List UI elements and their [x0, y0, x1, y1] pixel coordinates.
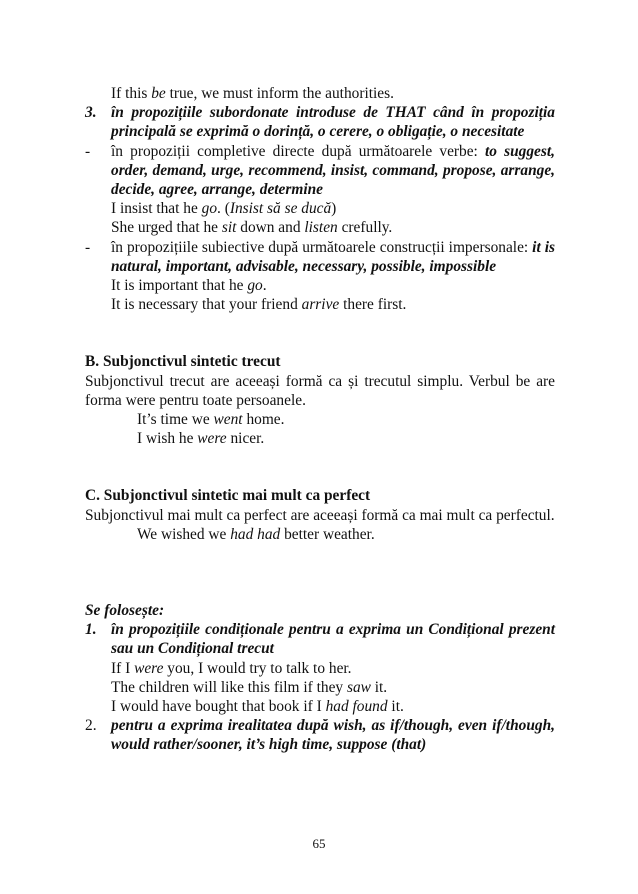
- list-item-text: în propozițiile condiționale pentru a exprima un Condițional prezent sau un Condițional trecut: [111, 621, 555, 658]
- example-sentence: If this be true, we must inform the authorities.: [111, 85, 394, 102]
- example-sentence: I insist that he go. (Insist să se ducă): [111, 200, 337, 218]
- list-item-text: în propozițiile subordonate introduse de THAT când în propoziția principală se exprimă o dorință, o cerere, o obligație, o necesitate: [111, 104, 555, 141]
- dash-item-text: în propozițiile subiective după următoarele construcții impersonale: it is natural, important, advisable, necessary, possible, impossible: [111, 238, 555, 275]
- example-sentence: It is important that he go.: [111, 277, 267, 295]
- page-content: [85, 84, 555, 755]
- list-item-text: pentru a exprima irealitatea după wish, as if/though, even if/though, would rather/sooner, it’s high time, suppose (that): [111, 717, 555, 754]
- example-sentence: It is necessary that your friend arrive there first.: [111, 296, 407, 314]
- dash-marker: -: [85, 238, 91, 256]
- dash-item-subjective: [85, 238, 555, 315]
- list-marker: 2.: [85, 717, 97, 735]
- list-marker: 3.: [85, 104, 97, 122]
- dash-item-completive: [85, 142, 555, 238]
- example-sentence: The children will like this film if they saw it.: [111, 678, 388, 696]
- example-sentence: I wish he were nicer.: [137, 430, 265, 448]
- dash-item-text: în propoziții completive directe după următoarele verbe: to suggest, order, demand, urge, recommend, insist, command, propose, arrange, decide, agree, arrange, determine: [111, 142, 555, 199]
- example-sentence: We wished we had had better weather.: [137, 525, 375, 543]
- section-c-heading: C. Subjonctivul sintetic mai mult ca perfect: [85, 487, 371, 505]
- dash-marker: -: [85, 142, 91, 160]
- list-item-3: [85, 103, 555, 141]
- list-item-2: [85, 716, 555, 754]
- list-marker: 1.: [85, 621, 97, 639]
- example-sentence: I would have bought that book if I had found it.: [111, 698, 404, 716]
- section-c-text: Subjonctivul mai mult ca perfect are aceeași formă ca mai mult ca perfectul.: [85, 506, 555, 524]
- section-b-heading: B. Subjonctivul sintetic trecut: [85, 353, 281, 371]
- example-sentence: If I were you, I would try to talk to her.: [111, 659, 352, 677]
- se-foloseste-heading: Se folosește:: [85, 602, 165, 620]
- section-b-text: Subjonctivul trecut are aceeași formă ca și trecutul simplu. Verbul be are forma were pentru toate persoanele.: [85, 372, 555, 409]
- example-sentence: She urged that he sit down and listen crefully.: [111, 219, 393, 237]
- example-sentence: It’s time we went home.: [137, 411, 285, 429]
- page-number: 65: [312, 836, 326, 851]
- list-item-1: [85, 620, 555, 716]
